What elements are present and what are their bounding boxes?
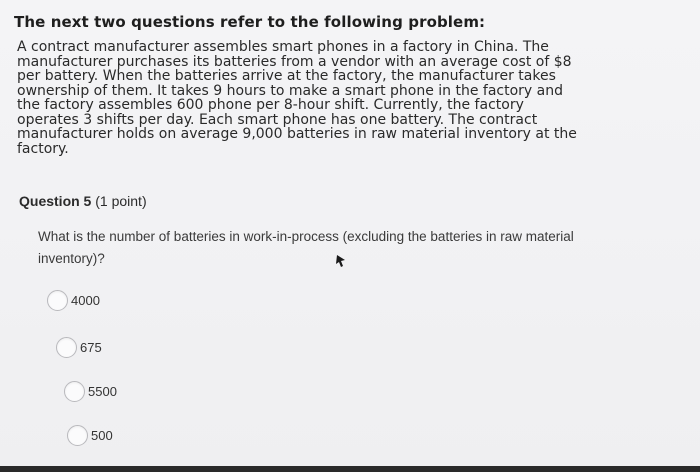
radio-button[interactable] — [56, 337, 77, 358]
mouse-pointer-icon — [334, 254, 346, 268]
option-5500[interactable] — [64, 381, 117, 402]
radio-button[interactable] — [47, 290, 68, 311]
question-header — [19, 193, 147, 209]
option-675[interactable] — [56, 337, 102, 358]
intro-title: The next two questions refer to the following problem: — [14, 13, 486, 31]
screen-bottom-edge — [0, 466, 700, 472]
option-label: 675 — [80, 340, 102, 355]
radio-button[interactable] — [67, 425, 88, 446]
option-label: 4000 — [71, 293, 100, 308]
question-points: (1 point) — [95, 193, 147, 209]
question-text: What is the number of batteries in work-in-process (excluding the batteries in raw material inventory)? — [38, 229, 574, 266]
option-label: 5500 — [88, 384, 117, 399]
option-4000[interactable] — [47, 290, 100, 311]
problem-description: A contract manufacturer assembles smart phones in a factory in China. The manufacturer purchases its batteries from a vendor with an average cost of $8 per battery. When the batteries arrive at the factory, the manufacturer takes ownership of them. It takes 9 hours to make a smart phone in the factory and the factory assembles 600 phone per 8-hour shift. Currently, the factory operates 3 shifts per day. Each smart phone has one battery. The contract manufacturer holds on average 9,000 batteries in raw material inventory at the factory. — [17, 39, 577, 157]
option-label: 500 — [91, 428, 113, 443]
option-500[interactable] — [67, 425, 113, 446]
radio-button[interactable] — [64, 381, 85, 402]
question-number: Question 5 — [19, 193, 92, 209]
